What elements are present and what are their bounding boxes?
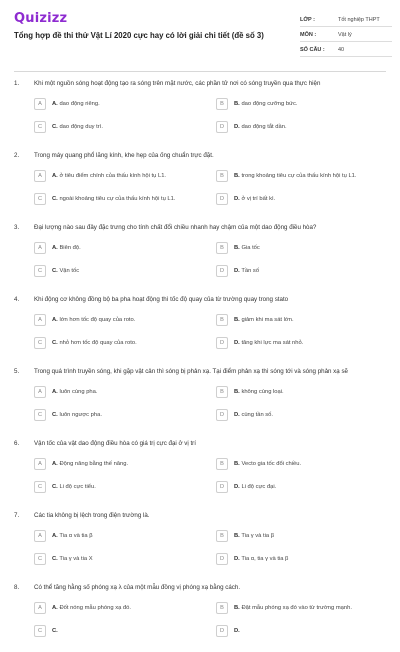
option-letter-box: B — [216, 602, 228, 614]
meta-count-value: 40 — [338, 47, 345, 53]
question-list — [0, 76, 400, 652]
option-text — [52, 340, 137, 346]
question-number: 2. — [14, 152, 20, 159]
answer-option[interactable] — [34, 169, 206, 182]
option-prefix: D. — [234, 195, 240, 202]
option-prefix: A. — [52, 388, 58, 395]
option-prefix: C. — [52, 555, 58, 562]
option-letter-box: C — [34, 409, 46, 421]
option-letter-box: C — [34, 481, 46, 493]
option-letter-box: A — [34, 530, 46, 542]
option-body: luôn cùng pha. — [59, 388, 98, 395]
question-text: Trong máy quang phổ lăng kính, khe hẹp của ống chuẩn trực đặt. — [34, 152, 214, 159]
question-number: 4. — [14, 296, 20, 303]
answer-option[interactable] — [34, 408, 206, 421]
meta-subject-label: MÔN : — [300, 32, 317, 38]
meta-class — [300, 14, 392, 27]
option-prefix: A. — [52, 316, 58, 323]
option-text — [52, 317, 135, 323]
answer-option[interactable] — [216, 385, 388, 398]
option-prefix: B. — [234, 388, 240, 395]
option-prefix: C. — [52, 339, 58, 346]
option-letter-box: B — [216, 170, 228, 182]
answer-option[interactable] — [34, 624, 206, 637]
answer-option[interactable] — [34, 552, 206, 565]
option-text — [234, 484, 276, 490]
option-prefix: A. — [52, 532, 58, 539]
option-text — [52, 196, 175, 202]
option-body: Vecto gia tốc đổi chiều. — [241, 460, 302, 467]
answer-option[interactable] — [34, 264, 206, 277]
option-body: Vận tốc — [59, 267, 80, 274]
option-text — [234, 196, 275, 202]
worksheet-header — [0, 0, 400, 64]
option-body: giảm khi ma sát lớn. — [241, 316, 294, 323]
option-letter-box: C — [34, 193, 46, 205]
option-text — [234, 412, 273, 418]
answer-option[interactable] — [216, 120, 388, 133]
meta-count-label: SỐ CÂU : — [300, 47, 325, 53]
option-body: không cùng loại. — [241, 388, 284, 395]
option-prefix: C. — [52, 267, 58, 274]
option-text — [234, 628, 240, 634]
header-divider — [14, 71, 386, 72]
answer-option[interactable] — [216, 552, 388, 565]
option-letter-box: B — [216, 530, 228, 542]
option-letter-box: A — [34, 170, 46, 182]
option-letter-box: A — [34, 602, 46, 614]
question-number: 3. — [14, 224, 20, 231]
answer-option[interactable] — [34, 385, 206, 398]
option-body: dao động tắt dần. — [241, 123, 287, 130]
option-prefix: A. — [52, 460, 58, 467]
option-text — [234, 101, 297, 107]
option-prefix: C. — [52, 123, 58, 130]
option-prefix: B. — [234, 460, 240, 467]
meta-count — [300, 44, 392, 57]
option-body: cùng tần số. — [241, 411, 274, 418]
question-text: Đại lượng nào sau đây đặc trưng cho tính chất đổi chiều nhanh hay chậm của một dao động điều hòa? — [34, 224, 317, 231]
meta-subject — [300, 29, 392, 42]
option-letter-box: D — [216, 193, 228, 205]
option-text — [234, 245, 260, 251]
option-prefix: B. — [234, 244, 240, 251]
option-letter-box: B — [216, 386, 228, 398]
option-prefix: D. — [234, 411, 240, 418]
answer-option[interactable] — [216, 192, 388, 205]
option-body: tăng khi lực ma sát nhỏ. — [241, 339, 304, 346]
option-body: Tia γ và tia β — [241, 532, 275, 539]
option-text — [52, 556, 93, 562]
option-body: Li độ cực tiểu. — [59, 483, 96, 490]
option-text — [234, 461, 301, 467]
option-prefix: A. — [52, 604, 58, 611]
question-item — [0, 436, 400, 508]
option-body: trong khoảng tiêu cự của thấu kính hội tụ L1. — [241, 172, 357, 179]
option-letter-box: C — [34, 265, 46, 277]
option-text — [52, 173, 166, 179]
answer-option[interactable] — [216, 264, 388, 277]
option-prefix: D. — [234, 483, 240, 490]
option-body: Biên độ. — [59, 244, 81, 251]
option-text — [234, 389, 284, 395]
option-prefix: C. — [52, 411, 58, 418]
meta-class-value: Tốt nghiệp THPT — [338, 17, 380, 23]
question-number: 1. — [14, 80, 20, 87]
worksheet-title: Tổng hợp đề thi thử Vật Lí 2020 cực hay có lời giải chi tiết (đề số 3) — [14, 31, 264, 40]
option-prefix: B. — [234, 532, 240, 539]
meta-class-label: LỚP : — [300, 17, 315, 23]
option-body: ở vị trí bất kì. — [241, 195, 276, 202]
option-body: Tia α và tia β — [59, 532, 93, 539]
option-text — [234, 533, 274, 539]
option-prefix: B. — [234, 100, 240, 107]
option-prefix: D. — [234, 267, 240, 274]
option-letter-box: B — [216, 98, 228, 110]
option-text — [52, 101, 100, 107]
option-text — [52, 484, 96, 490]
question-number: 8. — [14, 584, 20, 591]
option-letter-box: C — [34, 121, 46, 133]
option-letter-box: C — [34, 337, 46, 349]
answer-option[interactable] — [216, 457, 388, 470]
option-letter-box: B — [216, 314, 228, 326]
answer-option[interactable] — [34, 120, 206, 133]
question-text: Vận tốc của vật dao động điều hòa có giá trị cực đại ở vị trí — [34, 440, 196, 447]
option-body: Đặt mẫu phóng xạ đó vào từ trường mạnh. — [241, 604, 352, 611]
option-prefix: B. — [234, 172, 240, 179]
question-item — [0, 148, 400, 220]
option-letter-box: A — [34, 458, 46, 470]
option-letter-box: D — [216, 625, 228, 637]
worksheet-meta — [300, 14, 392, 59]
option-letter-box: D — [216, 409, 228, 421]
answer-option[interactable] — [216, 624, 388, 637]
option-body: Tần số — [241, 267, 260, 274]
question-item — [0, 76, 400, 148]
option-text — [234, 605, 352, 611]
option-body: ở tiêu điểm chính của thấu kính hội tụ L1. — [59, 172, 167, 179]
option-body: Tia γ và tia X — [59, 555, 93, 562]
option-text — [234, 317, 294, 323]
question-text: Các tia không bị lệch trong điện trường là. — [34, 512, 150, 519]
option-body: dao động duy trì. — [59, 123, 103, 130]
option-letter-box: A — [34, 386, 46, 398]
option-letter-box: C — [34, 553, 46, 565]
option-body: ngoài khoảng tiêu cự của thấu kính hội tụ L1. — [59, 195, 176, 202]
option-prefix: C. — [52, 627, 58, 634]
answer-option[interactable] — [34, 480, 206, 493]
answer-option[interactable] — [34, 601, 206, 614]
question-item — [0, 220, 400, 292]
option-prefix: C. — [52, 195, 58, 202]
option-body: luôn ngược pha. — [59, 411, 102, 418]
option-text — [52, 245, 81, 251]
option-text — [52, 389, 97, 395]
answer-option[interactable] — [216, 529, 388, 542]
option-text — [234, 173, 357, 179]
option-letter-box: D — [216, 553, 228, 565]
question-number: 7. — [14, 512, 20, 519]
question-item — [0, 364, 400, 436]
meta-subject-value: Vật lý — [338, 32, 352, 38]
answer-option[interactable] — [216, 169, 388, 182]
answer-option[interactable] — [34, 192, 206, 205]
question-item — [0, 508, 400, 580]
quizizz-logo: Quizizz — [14, 11, 68, 26]
option-prefix: A. — [52, 172, 58, 179]
answer-option[interactable] — [216, 313, 388, 326]
option-text — [52, 628, 58, 634]
option-letter-box: A — [34, 98, 46, 110]
option-body: Gia tốc — [241, 244, 260, 251]
option-text — [52, 461, 128, 467]
question-item — [0, 292, 400, 364]
question-text: Khi một nguồn sóng hoạt động tạo ra sóng trên mặt nước, các phần tử nơi có sóng truyền qua thực hiện — [34, 80, 321, 87]
answer-option[interactable] — [216, 336, 388, 349]
option-text — [234, 124, 287, 130]
option-prefix: D. — [234, 123, 240, 130]
option-text — [52, 412, 102, 418]
option-body: dao động cưỡng bức. — [241, 100, 298, 107]
question-text: Có thể tăng hằng số phóng xạ λ của một mẫu đồng vị phóng xạ bằng cách. — [34, 584, 241, 591]
option-letter-box: A — [34, 314, 46, 326]
option-letter-box: D — [216, 265, 228, 277]
option-body: dao động riêng. — [59, 100, 100, 107]
option-body: Động năng bằng thế năng. — [59, 460, 129, 467]
option-text — [52, 605, 131, 611]
answer-option[interactable] — [216, 97, 388, 110]
answer-option[interactable] — [34, 457, 206, 470]
option-letter-box: A — [34, 242, 46, 254]
answer-option[interactable] — [34, 336, 206, 349]
option-prefix: C. — [52, 483, 58, 490]
answer-option[interactable] — [34, 313, 206, 326]
option-body: nhỏ hơn tốc độ quay của roto. — [59, 339, 137, 346]
option-text — [234, 556, 288, 562]
answer-option[interactable] — [216, 480, 388, 493]
option-text — [52, 124, 103, 130]
option-letter-box: D — [216, 337, 228, 349]
option-letter-box: D — [216, 121, 228, 133]
answer-option[interactable] — [216, 408, 388, 421]
option-prefix: B. — [234, 604, 240, 611]
option-letter-box: D — [216, 481, 228, 493]
option-text — [234, 340, 303, 346]
option-prefix: D. — [234, 627, 240, 634]
option-body: Đốt nóng mẫu phóng xạ đó. — [59, 604, 131, 611]
option-prefix: D. — [234, 339, 240, 346]
option-body: Tia α, tia γ và tia β — [241, 555, 289, 562]
answer-option[interactable] — [34, 529, 206, 542]
answer-option[interactable] — [216, 601, 388, 614]
option-letter-box: C — [34, 625, 46, 637]
option-text — [52, 533, 93, 539]
option-text — [234, 268, 259, 274]
option-letter-box: B — [216, 458, 228, 470]
question-number: 6. — [14, 440, 20, 447]
option-letter-box: B — [216, 242, 228, 254]
option-prefix: B. — [234, 316, 240, 323]
option-body: Li độ cực đại. — [241, 483, 277, 490]
answer-option[interactable] — [216, 241, 388, 254]
option-prefix: D. — [234, 555, 240, 562]
option-body: lớn hơn tốc độ quay của roto. — [59, 316, 136, 323]
question-number: 5. — [14, 368, 20, 375]
question-item — [0, 580, 400, 652]
option-prefix: A. — [52, 244, 58, 251]
option-text — [52, 268, 79, 274]
question-text: Trong quá trình truyền sóng, khi gặp vật cản thì sóng bị phản xạ. Tại điểm phản xạ thì sóng tới và sóng phản xạ sẽ — [34, 368, 348, 375]
answer-option[interactable] — [34, 97, 206, 110]
option-prefix: A. — [52, 100, 58, 107]
answer-option[interactable] — [34, 241, 206, 254]
question-text: Khi động cơ không đồng bộ ba pha hoạt động thì tốc độ quay của từ trường quay trong stato — [34, 296, 289, 303]
